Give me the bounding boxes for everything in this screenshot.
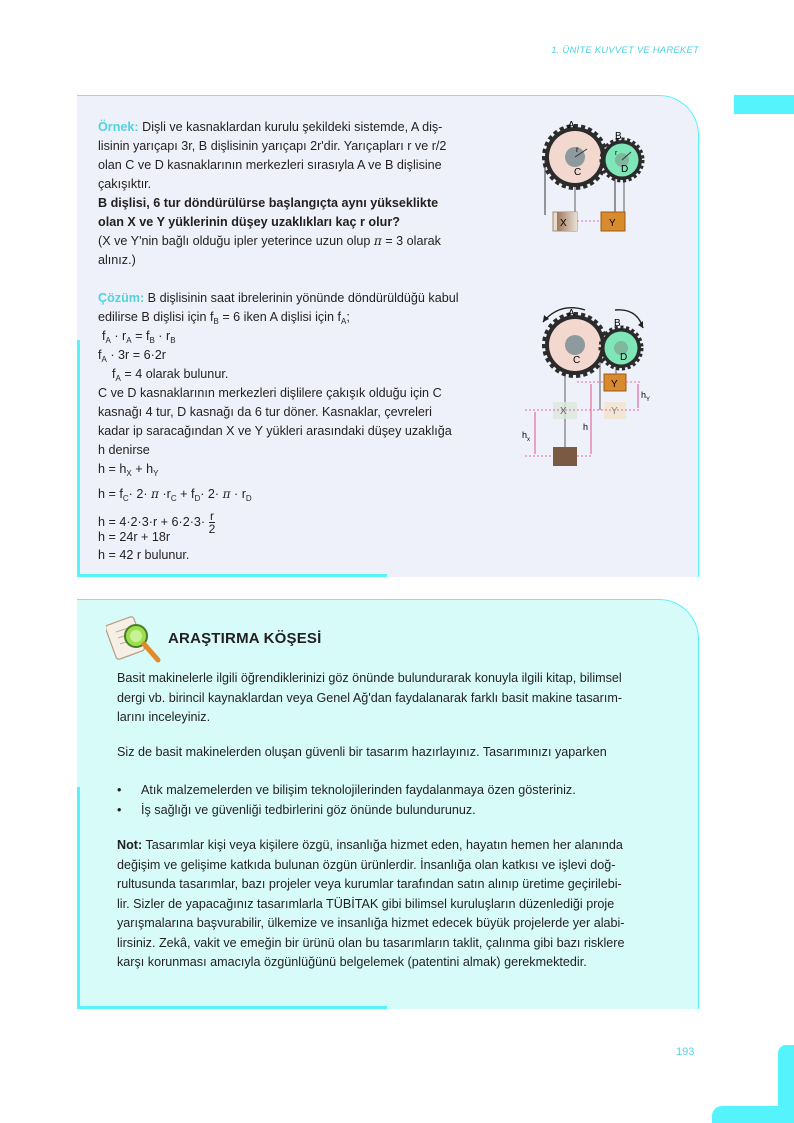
research-para-1-line-3: larını inceleyiniz. [117, 710, 211, 724]
example-line-3: olan C ve D kasnaklarının merkezleri sırasıyla A ve B dişlisine [98, 158, 442, 172]
research-para-2: Siz de basit makinelerden oluşan güvenli bir tasarım hazırlayınız. Tasarımınızı yaparken [117, 745, 607, 759]
bullet-item-1: Atık malzemelerden ve bilişim teknolojilerinden faydalanmaya özen gösteriniz. [141, 783, 576, 797]
h-equation-4: h = 24r + 18r [98, 530, 171, 544]
h-equation-3: h = 4·2·3·r + 6·2·3· $\frac{r}{2}$ [98, 509, 216, 536]
label-hy: $h_Y$ [641, 390, 651, 403]
h-equation-2: $h = f_C\cdot 2\cdot \pi \cdot r_C + f_D\cdot 2\cdot \pi \cdot r_D$ [98, 487, 252, 503]
question-line-1: B dişlisi, 6 tur döndürülürse başlangıçta aynı yükseklikte [98, 196, 439, 210]
note-line-3: rultusunda tasarımlar, bazı projeler veya kurumlar tarafından satın alınıp üretime geçirilebi- [117, 877, 622, 891]
fraction-r-over-2: $\frac{r}{2}$ [208, 509, 216, 536]
label-A: A [568, 120, 575, 131]
gear-figure-initial [535, 115, 655, 240]
question-line-2: olan X ve Y yüklerinin düşey uzaklıkları kaç r olur? [98, 215, 400, 229]
equation-2: $f_A \cdot 3r = 6\cdot 2r$ [98, 348, 166, 364]
label-C: C [574, 167, 582, 178]
bullet-dot: • [117, 783, 122, 797]
equation-3: $f_A = 4$ olarak bulunur. [112, 367, 229, 383]
solution-line-2: edilirse B dişlisi için $f_B = 6$ iken A dişlisi için $f_A$; [98, 310, 350, 326]
note-line-7: karşı korunması amacıyla özgünlüğünü belgelemek (patentini almak) gerekmektedir. [117, 955, 587, 969]
panel-bottom-stripe [77, 1006, 387, 1009]
equation-1: $f_A \cdot r_A = f_B \cdot r_B$ [102, 329, 176, 345]
label-X: X [560, 218, 567, 229]
label-X: X [560, 406, 567, 417]
solution-para-3: kadar ip saracağından X ve Y yükleri arasındaki düşey uzaklığa [98, 424, 452, 438]
magnifier-scroll-icon [106, 614, 164, 666]
research-para-1-line-2: dergi vb. birincil kaynaklardan veya Genel Ağ'dan faydalanarak farklı basit makine tasarım- [117, 690, 623, 705]
corner-decoration-horizontal [712, 1106, 794, 1123]
panel-left-stripe [77, 787, 80, 1009]
solution-para-1: C ve D kasnaklarının merkezleri dişlilere çakışık olduğu için C [98, 386, 442, 400]
note-line-5: yarışmalarına başvurabilir, ülkemize ve insanlığa hizmet edecek büyük projelerde yer alabi- [117, 916, 625, 930]
research-para-1-line-1: Basit makinelerle ilgili öğrendiklerinizi göz önünde bulundurarak konuyla ilgili kitap, bilimsel [117, 671, 622, 685]
label-D: D [620, 352, 628, 363]
solution-para-2: kasnağı 4 tur, D kasnağı da 6 tur döner. Kasnaklar, çevreleri [98, 405, 432, 419]
solution-line-1: Çözüm: B dişlisinin saat ibrelerinin yönünde döndürüldüğü kabul [98, 291, 459, 305]
solution-para-4: h denirse [98, 443, 150, 457]
example-line-2: lisinin yarıçapı 3r, B dişlisinin yarıçapı 2r'dir. Yarıçapları r ve r/2 [98, 139, 447, 153]
research-title: ARAŞTIRMA KÖŞESİ [168, 630, 322, 647]
unit-header: 1. ÜNİTE KUVVET VE HAREKET [551, 45, 699, 56]
note-line-4: lir. Sizler de yapacağınız tasarımlarla TÜBİTAK gibi bilimsel kuruluşların düzenlediği proje [117, 896, 615, 911]
label-Y: Y [609, 218, 616, 229]
side-tab [734, 95, 794, 114]
note-line-6: lirsiniz. Zekâ, vakit ve emeğin bir ürünü olan bu tasarımların taklit, çalınma gibi bazı risklere [117, 935, 625, 950]
example-line-1: Örnek: Dişli ve kasnaklardan kurulu şekildeki sistemde, A diş- [98, 120, 443, 134]
panel-bottom-stripe [77, 574, 387, 577]
gear-figure-rotated [515, 300, 660, 475]
label-hx: $h_x$ [522, 430, 531, 443]
bullet-item-2: İş sağlığı ve güvenliği tedbirlerini göz önünde bulundurunuz. [141, 802, 476, 817]
panel-left-stripe [77, 340, 80, 577]
bullet-dot: • [117, 802, 122, 817]
label-rA: r [576, 145, 579, 154]
label-C: C [573, 355, 581, 366]
note-line-1: Not: Tasarımlar kişi veya kişilere özgü, insanlığa hizmet eden, hayatın hemen her alanında [117, 838, 623, 852]
example-line-4: çakışıktır. [98, 177, 152, 191]
label-A: A [568, 308, 575, 319]
label-rB: r [615, 150, 618, 157]
note-line-2: değişim ve gelişime katkıda bulunan özgün ürünlerdir. İnsanlığa olan katkısı ve işlevi doğ- [117, 857, 616, 872]
label-B: B [614, 318, 621, 329]
label-Y-ghost: Y [611, 406, 618, 417]
note-line-1: (X ve Y'nin bağlı olduğu ipler yeterince uzun olup π = 3 olarak [98, 234, 441, 248]
label-D: D [621, 164, 629, 175]
label-h: h [583, 422, 589, 432]
h-equation-1: $h = h_X + h_Y$ [98, 462, 159, 478]
label-Y-top: Y [611, 379, 618, 390]
label-B: B [615, 131, 622, 142]
h-equation-5: h = 42 r bulunur. [98, 548, 190, 562]
page-number: 193 [676, 1046, 695, 1058]
note-line-2: alınız.) [98, 253, 136, 267]
